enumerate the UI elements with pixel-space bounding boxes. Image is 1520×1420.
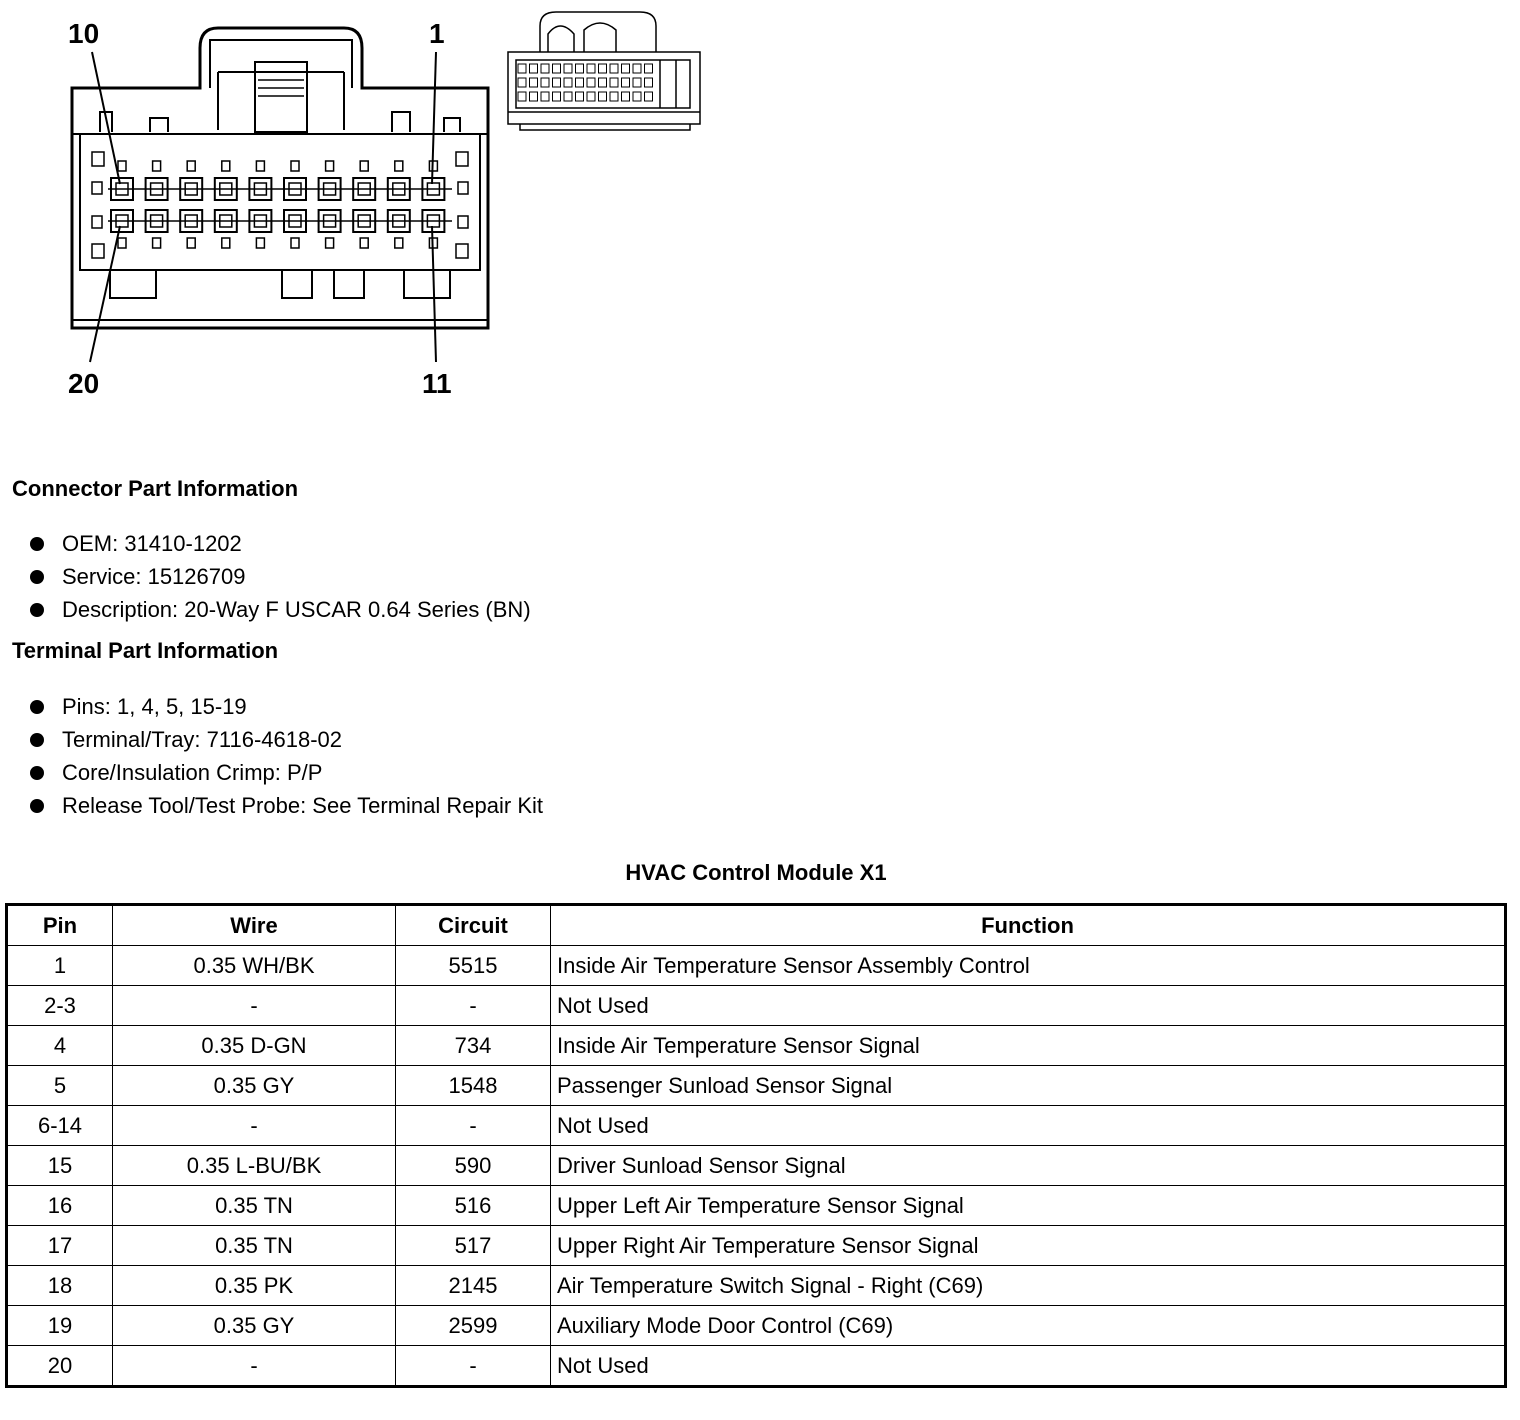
callout-pin-1: 1 [429, 18, 445, 49]
pinout-table [5, 903, 1507, 1388]
cell-circuit: 734 [396, 1026, 551, 1066]
thumbnail-cavity [576, 78, 584, 87]
thumbnail-cavity [599, 78, 607, 87]
thumbnail-cavity [645, 92, 653, 101]
connector-info-list [30, 527, 531, 626]
thumbnail-cavity [633, 78, 641, 87]
cell-function: Not Used [551, 986, 1506, 1026]
cell-wire: - [113, 1106, 396, 1146]
thumbnail-cavity [587, 78, 595, 87]
cell-wire: 0.35 GY [113, 1066, 396, 1106]
cell-circuit: 516 [396, 1186, 551, 1226]
cell-function: Not Used [551, 1346, 1506, 1387]
thumbnail-cavity [645, 64, 653, 73]
list-item: Release Tool/Test Probe: See Terminal Repair Kit [30, 789, 543, 822]
terminal-cavity [284, 210, 306, 248]
cell-wire: 0.35 D-GN [113, 1026, 396, 1066]
thumbnail-cavity [564, 92, 572, 101]
cell-circuit: 5515 [396, 946, 551, 986]
cell-wire: 0.35 PK [113, 1266, 396, 1306]
thumbnail-cavity [518, 64, 526, 73]
table-row [7, 1026, 1506, 1066]
thumbnail-cavity [599, 64, 607, 73]
cell-function: Passenger Sunload Sensor Signal [551, 1066, 1506, 1106]
thumbnail-cavity [599, 92, 607, 101]
header-wire: Wire [113, 905, 396, 946]
cell-pin: 20 [7, 1346, 113, 1387]
connector-thumbnail [508, 12, 700, 130]
terminal-cavity [215, 161, 237, 200]
thumbnail-cavity [530, 92, 538, 101]
cell-pin: 4 [7, 1026, 113, 1066]
thumbnail-cavity [587, 92, 595, 101]
terminal-cavity [111, 210, 133, 248]
terminal-cavity [353, 210, 375, 248]
connector-info-title: Connector Part Information [12, 476, 299, 501]
cell-pin: 6-14 [7, 1106, 113, 1146]
cell-pin: 2-3 [7, 986, 113, 1026]
terminal-cavity [146, 161, 168, 200]
thumbnail-cavity [553, 64, 561, 73]
cell-wire: - [113, 1346, 396, 1387]
cell-circuit: 2145 [396, 1266, 551, 1306]
table-row [7, 1106, 1506, 1146]
cell-function: Inside Air Temperature Sensor Assembly Control [551, 946, 1506, 986]
cell-pin: 18 [7, 1266, 113, 1306]
cell-circuit: - [396, 1346, 551, 1387]
thumbnail-cavity [587, 64, 595, 73]
cell-pin: 5 [7, 1066, 113, 1106]
callout-pin-20: 20 [68, 368, 100, 399]
table-header-row [7, 905, 1506, 946]
table-row [7, 1226, 1506, 1266]
list-item: OEM: 31410-1202 [30, 527, 531, 560]
terminal-cavity [388, 161, 410, 200]
thumbnail-cavity [530, 64, 538, 73]
table-row [7, 1186, 1506, 1226]
terminal-info-title: Terminal Part Information [12, 638, 279, 663]
thumbnail-cavity [633, 92, 641, 101]
table-row [7, 1066, 1506, 1106]
list-item: Pins: 1, 4, 5, 15-19 [30, 690, 543, 723]
thumbnail-cavity [576, 64, 584, 73]
table-row [7, 1146, 1506, 1186]
table-row [7, 1306, 1506, 1346]
cell-pin: 1 [7, 946, 113, 986]
cell-circuit: 517 [396, 1226, 551, 1266]
terminal-cavity [215, 210, 237, 248]
cell-wire: 0.35 L-BU/BK [113, 1146, 396, 1186]
thumbnail-cavity [610, 64, 618, 73]
callout-pin-10: 10 [68, 18, 100, 49]
thumbnail-cavity [610, 92, 618, 101]
header-pin: Pin [7, 905, 113, 946]
cell-function: Upper Left Air Temperature Sensor Signal [551, 1186, 1506, 1226]
thumbnail-cavity [576, 92, 584, 101]
table-title: HVAC Control Module X1 [625, 860, 887, 885]
cell-pin: 16 [7, 1186, 113, 1226]
header-function: Function [551, 905, 1506, 946]
cell-circuit: 2599 [396, 1306, 551, 1346]
thumbnail-cavity [645, 78, 653, 87]
thumbnail-cavity [530, 78, 538, 87]
list-item: Core/Insulation Crimp: P/P [30, 756, 543, 789]
terminal-cavity [284, 161, 306, 200]
terminal-cavity [111, 161, 133, 200]
terminal-cavity [146, 210, 168, 248]
header-circuit: Circuit [396, 905, 551, 946]
thumbnail-cavity [541, 64, 549, 73]
cell-function: Air Temperature Switch Signal - Right (C69) [551, 1266, 1506, 1306]
callout-pin-11: 11 [422, 368, 452, 399]
cell-circuit: - [396, 1106, 551, 1146]
thumbnail-cavity [518, 92, 526, 101]
cell-pin: 17 [7, 1226, 113, 1266]
cell-circuit: 1548 [396, 1066, 551, 1106]
terminal-cavity [249, 210, 271, 248]
thumbnail-cavity [564, 64, 572, 73]
terminal-cavity [180, 210, 202, 248]
thumbnail-cavity [622, 92, 630, 101]
cell-wire: 0.35 GY [113, 1306, 396, 1346]
thumbnail-cavity [553, 92, 561, 101]
thumbnail-cavity [553, 78, 561, 87]
table-row [7, 986, 1506, 1026]
thumbnail-cavity [622, 64, 630, 73]
cell-function: Not Used [551, 1106, 1506, 1146]
cell-circuit: 590 [396, 1146, 551, 1186]
cell-function: Auxiliary Mode Door Control (C69) [551, 1306, 1506, 1346]
cell-function: Inside Air Temperature Sensor Signal [551, 1026, 1506, 1066]
thumbnail-cavity [564, 78, 572, 87]
cell-pin: 15 [7, 1146, 113, 1186]
cell-circuit: - [396, 986, 551, 1026]
connector-diagram [0, 0, 720, 420]
terminal-cavity [249, 161, 271, 200]
cell-wire: - [113, 986, 396, 1026]
terminal-cavity [388, 210, 410, 248]
list-item: Terminal/Tray: 7116-4618-02 [30, 723, 543, 756]
cell-function: Driver Sunload Sensor Signal [551, 1146, 1506, 1186]
terminal-cavity [180, 161, 202, 200]
table-row [7, 1266, 1506, 1306]
thumbnail-cavity [633, 64, 641, 73]
table-row [7, 1346, 1506, 1387]
cell-wire: 0.35 TN [113, 1186, 396, 1226]
list-item: Service: 15126709 [30, 560, 531, 593]
cell-pin: 19 [7, 1306, 113, 1346]
thumbnail-cavity [541, 78, 549, 87]
terminal-cavity [319, 161, 341, 200]
cell-wire: 0.35 TN [113, 1226, 396, 1266]
table-row [7, 946, 1506, 986]
cell-function: Upper Right Air Temperature Sensor Signal [551, 1226, 1506, 1266]
thumbnail-cavity [610, 78, 618, 87]
terminal-cavity [319, 210, 341, 248]
thumbnail-cavity [622, 78, 630, 87]
terminal-cavity [353, 161, 375, 200]
cell-wire: 0.35 WH/BK [113, 946, 396, 986]
list-item: Description: 20-Way F USCAR 0.64 Series (BN) [30, 593, 531, 626]
thumbnail-cavity [541, 92, 549, 101]
terminal-info-list [30, 690, 543, 822]
thumbnail-cavity [518, 78, 526, 87]
